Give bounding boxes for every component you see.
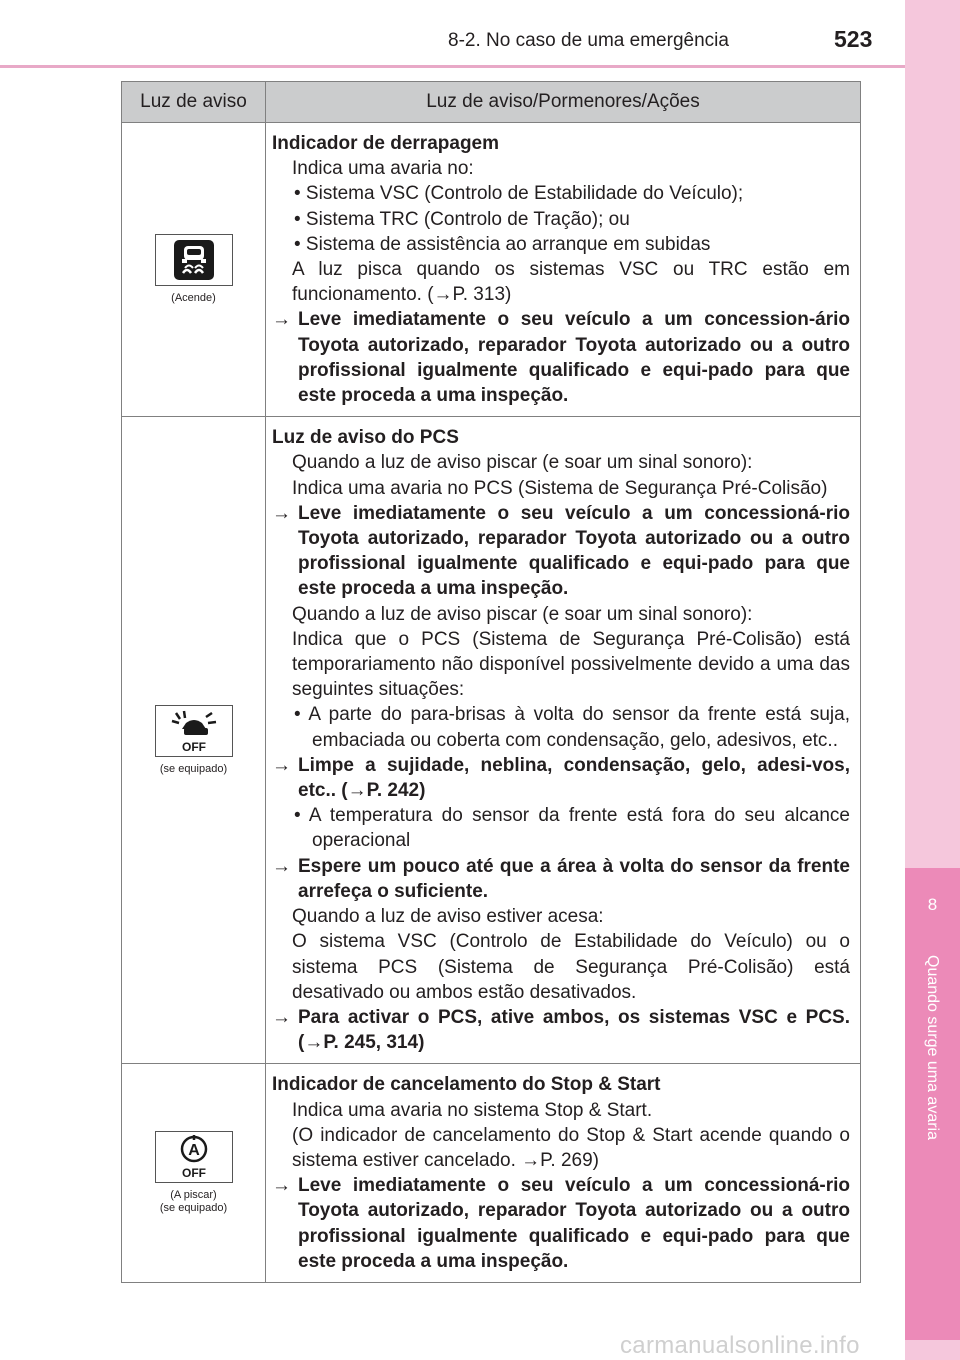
header-rule [0, 65, 905, 68]
row-title: Luz de aviso do PCS [272, 427, 459, 449]
section-header: 8-2. No caso de uma emergência [448, 30, 729, 51]
action-item: → Leve imediatamente o seu veículo a um concessioná-rio Toyota autorizado, reparador Toyota autorizado ou a outro profissional igualmente qualificado e equi-pado para que este proceda a uma inspeção. [272, 1175, 850, 1272]
action-item: → Espere um pouco até que a área à volta do sensor da frente arrefeça o suficiente. [272, 855, 850, 902]
table-row [122, 123, 861, 417]
icon-cell [122, 123, 266, 417]
page-number: 523 [834, 26, 873, 52]
pcs-off-icon [155, 705, 233, 757]
svg-text:A: A [187, 1142, 200, 1160]
skid-indicator-icon [155, 234, 233, 286]
detail-text: O sistema VSC (Controlo de Estabilidade do Veículo) ou o sistema PCS (Sistema de Segurança Pré-Colisão) está desativado ou ambos estão desativados. [292, 931, 850, 1003]
chapter-number: 8 [927, 895, 938, 914]
detail-text: Indica que o PCS (Sistema de Segurança Pré-Colisão) está temporariamento não disponível possivelmente devido a uma das seguintes situações: [292, 628, 850, 701]
bullet-item: • Sistema de assistência ao arranque em subidas [294, 233, 711, 255]
icon-note: (se equipado) [159, 1202, 228, 1215]
icon-note: (A piscar) [170, 1189, 217, 1202]
stop-start-cancel-icon [155, 1131, 233, 1183]
table-header-row [122, 82, 861, 123]
icon-cell [122, 1064, 266, 1283]
detail-text: Indica uma avaria no PCS (Sistema de Segurança Pré-Colisão) [292, 477, 828, 499]
icon-note: (se equipado) [159, 762, 228, 775]
details-cell [266, 1064, 861, 1283]
svg-text:OFF: OFF [181, 739, 206, 753]
chapter-title: Quando surge uma avaria [924, 955, 941, 1140]
watermark: carmanualsonline.info [620, 1332, 860, 1359]
details-cell [266, 123, 861, 417]
arrow-icon: → [272, 1175, 291, 1197]
bullet-item: • Sistema TRC (Controlo de Tração); ou [294, 208, 630, 230]
arrow-icon: → [272, 754, 291, 776]
detail-text: Quando a luz de aviso piscar (e soar um sinal sonoro): [292, 452, 753, 474]
detail-text: (O indicador de cancelamento do Stop & Start acende quando o sistema estiver cancelado. →P. 269) [292, 1124, 850, 1171]
bullet-item: • Sistema VSC (Controlo de Estabilidade do Veículo); [294, 183, 744, 205]
table-row [122, 417, 861, 1064]
details-cell [266, 417, 861, 1064]
detail-text: Indica uma avaria no: [292, 158, 474, 180]
detail-text: Indica uma avaria no sistema Stop & Start. [292, 1099, 653, 1121]
row-title: Indicador de cancelamento do Stop & Start [272, 1074, 661, 1096]
detail-text: A luz pisca quando os sistemas VSC ou TRC estão em funcionamento. (→P. 313) [292, 259, 850, 306]
header-details: Luz de aviso/Pormenores/Ações [266, 82, 861, 123]
action-item: → Leve imediatamente o seu veículo a um concession-ário Toyota autorizado, reparador Toyota autorizado ou a outro profissional igualmente qualificado e equi-pado para que este proceda a uma inspeção. [272, 309, 850, 407]
detail-text: Quando a luz de aviso estiver acesa: [292, 906, 604, 928]
arrow-icon: → [272, 502, 291, 524]
bullet-item: • A parte do para-brisas à volta do sensor da frente está suja, embaciada ou coberta com condensação, gelo, adesivos, etc.. [294, 704, 850, 751]
arrow-icon: → [272, 1006, 291, 1028]
header-warning-light: Luz de aviso [122, 82, 266, 123]
svg-text:OFF: OFF [181, 1166, 206, 1181]
arrow-icon: → [272, 855, 291, 877]
row-title: Indicador de derrapagem [272, 133, 500, 154]
action-item: → Limpe a sujidade, neblina, condensação, gelo, adesi-vos, etc.. (→P. 242) [272, 754, 850, 802]
table-row [122, 1064, 861, 1283]
action-item: → Para activar o PCS, ative ambos, os sistemas VSC e PCS. (→P. 245, 314) [272, 1006, 850, 1054]
detail-text: Quando a luz de aviso piscar (e soar um sinal sonoro): [292, 603, 753, 625]
icon-note: (Acende) [171, 292, 216, 305]
action-item: → Leve imediatamente o seu veículo a um concessioná-rio Toyota autorizado, reparador Toyota autorizado ou a outro profissional igualmente qualificado e equi-pado para que este proceda a uma inspeção. [272, 502, 850, 600]
warning-lights-table [121, 81, 861, 1283]
arrow-icon: → [272, 309, 291, 331]
icon-cell [122, 417, 266, 1064]
bullet-item: • A temperatura do sensor da frente está fora do seu alcance operacional [294, 805, 850, 852]
